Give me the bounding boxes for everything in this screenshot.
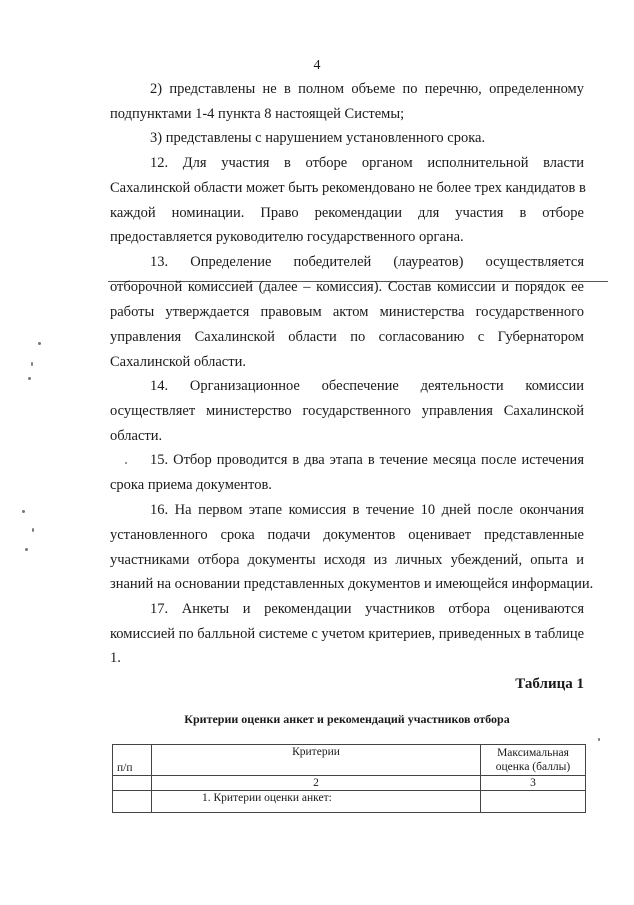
table-row <box>113 791 586 813</box>
paragraph-line: осуществляет министерство государственного управления Сахалинской <box>110 403 584 419</box>
scan-speck <box>25 548 28 551</box>
paragraph-line: Сахалинской области может быть рекомендовано не более трех кандидатов в <box>110 180 586 196</box>
paragraph-line: 12. Для участия в отборе органом исполнительной власти <box>150 155 584 171</box>
paragraph-line: отборочной комиссией (далее – комиссия). Состав комиссии и порядок ее <box>110 279 584 295</box>
table-heading: Таблица 1 <box>515 676 584 692</box>
paragraph-line: 3) представлены с нарушением установленного срока. <box>150 130 486 146</box>
page-number: 4 <box>313 58 321 73</box>
paragraph-line: 17. Анкеты и рекомендации участников отбора оцениваются <box>150 601 584 617</box>
paragraph-line: комиссией по балльной системе с учетом критериев, приведенных в таблице <box>110 626 585 642</box>
paragraph-line: Сахалинской области. <box>110 354 246 370</box>
table-numbering-row <box>113 776 586 791</box>
table-header-row <box>113 745 586 776</box>
paragraph-line: 1. <box>110 650 121 666</box>
header-max-score: Максимальная оценка (баллы) <box>481 745 586 776</box>
paragraph-line: срока приема документов. <box>110 477 272 493</box>
paragraph-line: работы утверждается правовым актом министерства государственного <box>110 304 584 320</box>
paragraph-line: области. <box>110 428 163 444</box>
scan-speck <box>22 510 25 513</box>
scan-speck <box>598 738 600 741</box>
scan-speck <box>31 362 33 366</box>
scan-speck <box>28 377 31 380</box>
paragraph-line: 16. На первом этапе комиссия в течение 10 дней после окончания <box>150 502 584 518</box>
numbering-col2: 2 <box>152 776 481 791</box>
numbering-col3: 3 <box>481 776 586 791</box>
scan-speck <box>32 528 34 532</box>
header-criteria: Критерии <box>152 745 481 776</box>
header-num: п/п <box>113 745 152 776</box>
paragraph-line: 15. Отбор проводится в два этапа в течение месяца после истечения <box>150 452 584 468</box>
paragraph-line: знаний на основании представленных документов и имеющейся информации. <box>110 576 594 592</box>
paragraph-line: каждой номинации. Право рекомендации для участия в отборе <box>110 205 584 221</box>
paragraph-line: управления Сахалинской области по согласованию с Губернатором <box>110 329 584 345</box>
criteria-table <box>112 744 586 813</box>
paragraph-line: предоставляется руководителю государственного органа. <box>110 229 464 245</box>
table-caption: Критерии оценки анкет и рекомендаций участников отбора <box>184 712 510 726</box>
row-num <box>113 791 152 813</box>
paragraph-line: подпунктами 1-4 пункта 8 настоящей Системы; <box>110 106 405 122</box>
row-criteria: 1. Критерии оценки анкет: <box>152 791 481 813</box>
paragraph-line: 14. Организационное обеспечение деятельности комиссии <box>150 378 584 394</box>
paragraph-line: участниками отбора документы исходя из личных убеждений, опыта и <box>110 552 584 568</box>
paragraph-line: 13. Определение победителей (лауреатов) осуществляется <box>150 254 584 270</box>
scan-speck <box>125 462 127 464</box>
numbering-col1 <box>113 776 152 791</box>
paragraph-line: установленного срока подачи документов оценивает представленные <box>110 527 584 543</box>
paragraph-line: 2) представлены не в полном объеме по перечню, определенному <box>150 81 584 97</box>
row-max <box>481 791 586 813</box>
scan-speck <box>38 342 41 345</box>
